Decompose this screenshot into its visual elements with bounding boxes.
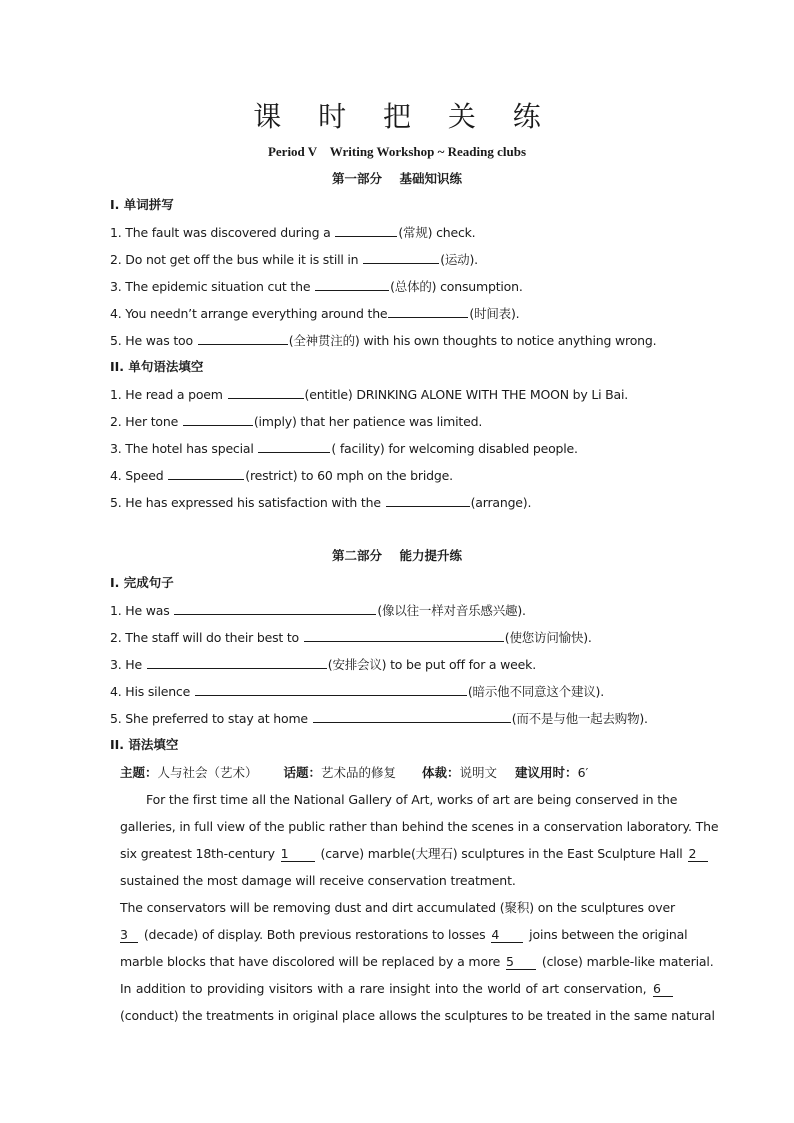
passage-line: galleries, in full view of the public rather than behind the scenes in a conservation laboratory. The	[120, 819, 719, 834]
section-grammar-passage-heading: II. 语法填空	[110, 737, 179, 752]
word-spelling-item-3: 3. The epidemic situation cut the (总体的) consumption.	[110, 279, 523, 294]
answer-blank[interactable]	[198, 331, 288, 345]
answer-blank[interactable]	[313, 709, 511, 723]
passage-line: 3 (decade) of display. Both previous restorations to losses 4 joins between the original	[120, 927, 688, 942]
numbered-blank-1[interactable]: 1	[281, 847, 315, 862]
answer-blank[interactable]	[388, 304, 468, 318]
grammar-fill-item-1: 1. He read a poem (entitle) DRINKING ALONE WITH THE MOON by Li Bai.	[110, 387, 629, 402]
answer-blank[interactable]	[386, 493, 470, 507]
passage-line: In addition to providing visitors with a rare insight into the world of art conservation, 6	[120, 980, 675, 998]
numbered-blank-2[interactable]: 2	[688, 847, 708, 862]
word-spelling-item-2: 2. Do not get off the bus while it is still in (运动).	[110, 252, 478, 267]
numbered-blank-5[interactable]: 5	[506, 955, 536, 970]
complete-sentence-item-2: 2. The staff will do their best to (使您访问愉快).	[110, 630, 592, 645]
word-spelling-item-4: 4. You needn’t arrange everything around the (时间表).	[110, 306, 520, 321]
passage-info: 主题：人与社会（艺术） 话题：艺术品的修复 体裁：说明文 建议用时：6′	[120, 765, 589, 780]
part2-heading: 第二部分 能力提升练	[332, 548, 462, 563]
answer-blank[interactable]	[183, 412, 253, 426]
passage-line: marble blocks that have discolored will be replaced by a more 5 (close) marble-like material.	[120, 954, 714, 969]
page-subtitle: Period V Writing Workshop ~ Reading clubs	[267, 144, 527, 159]
passage-line: For the first time all the National Gallery of Art, works of art are being conserved in the	[146, 792, 678, 807]
numbered-blank-6[interactable]: 6	[653, 982, 673, 997]
section-complete-sentences-heading: I. 完成句子	[110, 575, 174, 590]
grammar-fill-item-4: 4. Speed (restrict) to 60 mph on the bridge.	[110, 468, 453, 483]
complete-sentence-item-3: 3. He (安排会议) to be put off for a week.	[110, 657, 536, 672]
passage-line: six greatest 18th-century 1 (carve) marble(大理石) sculptures in the East Sculpture Hall 2	[120, 845, 675, 863]
word-spelling-item-1: 1. The fault was discovered during a (常规) check.	[110, 225, 476, 240]
section-grammar-fill-heading: II. 单句语法填空	[110, 359, 204, 374]
grammar-fill-item-5: 5. He has expressed his satisfaction with the (arrange).	[110, 495, 532, 510]
complete-sentence-item-1: 1. He was (像以往一样对音乐感兴趣).	[110, 603, 526, 618]
answer-blank[interactable]	[315, 277, 389, 291]
grammar-fill-item-2: 2. Her tone (imply) that her patience was limited.	[110, 414, 483, 429]
answer-blank[interactable]	[174, 601, 376, 615]
section-word-spelling-heading: I. 单词拼写	[110, 197, 174, 212]
answer-blank[interactable]	[228, 385, 304, 399]
numbered-blank-3[interactable]: 3	[120, 928, 138, 943]
answer-blank[interactable]	[258, 439, 330, 453]
answer-blank[interactable]	[363, 250, 439, 264]
page-title: 课 时 把 关 练	[253, 100, 555, 133]
answer-blank[interactable]	[168, 466, 244, 480]
passage-line: sustained the most damage will receive conservation treatment.	[120, 873, 516, 888]
complete-sentence-item-4: 4. His silence (暗示他不同意这个建议).	[110, 684, 605, 699]
complete-sentence-item-5: 5. She preferred to stay at home (而不是与他一起去购物).	[110, 711, 648, 726]
word-spelling-item-5: 5. He was too (全神贯注的) with his own thoughts to notice anything wrong.	[110, 333, 657, 348]
numbered-blank-4[interactable]: 4	[491, 928, 523, 943]
answer-blank[interactable]	[147, 655, 327, 669]
grammar-fill-item-3: 3. The hotel has special ( facility) for welcoming disabled people.	[110, 441, 578, 456]
passage-line: (conduct) the treatments in original place allows the sculptures to be treated in the same natural	[120, 1008, 715, 1023]
part1-heading: 第一部分 基础知识练	[332, 171, 462, 186]
answer-blank[interactable]	[195, 682, 467, 696]
answer-blank[interactable]	[304, 628, 504, 642]
answer-blank[interactable]	[335, 223, 397, 237]
passage-line: The conservators will be removing dust and dirt accumulated (聚积) on the sculptures over	[120, 900, 675, 915]
